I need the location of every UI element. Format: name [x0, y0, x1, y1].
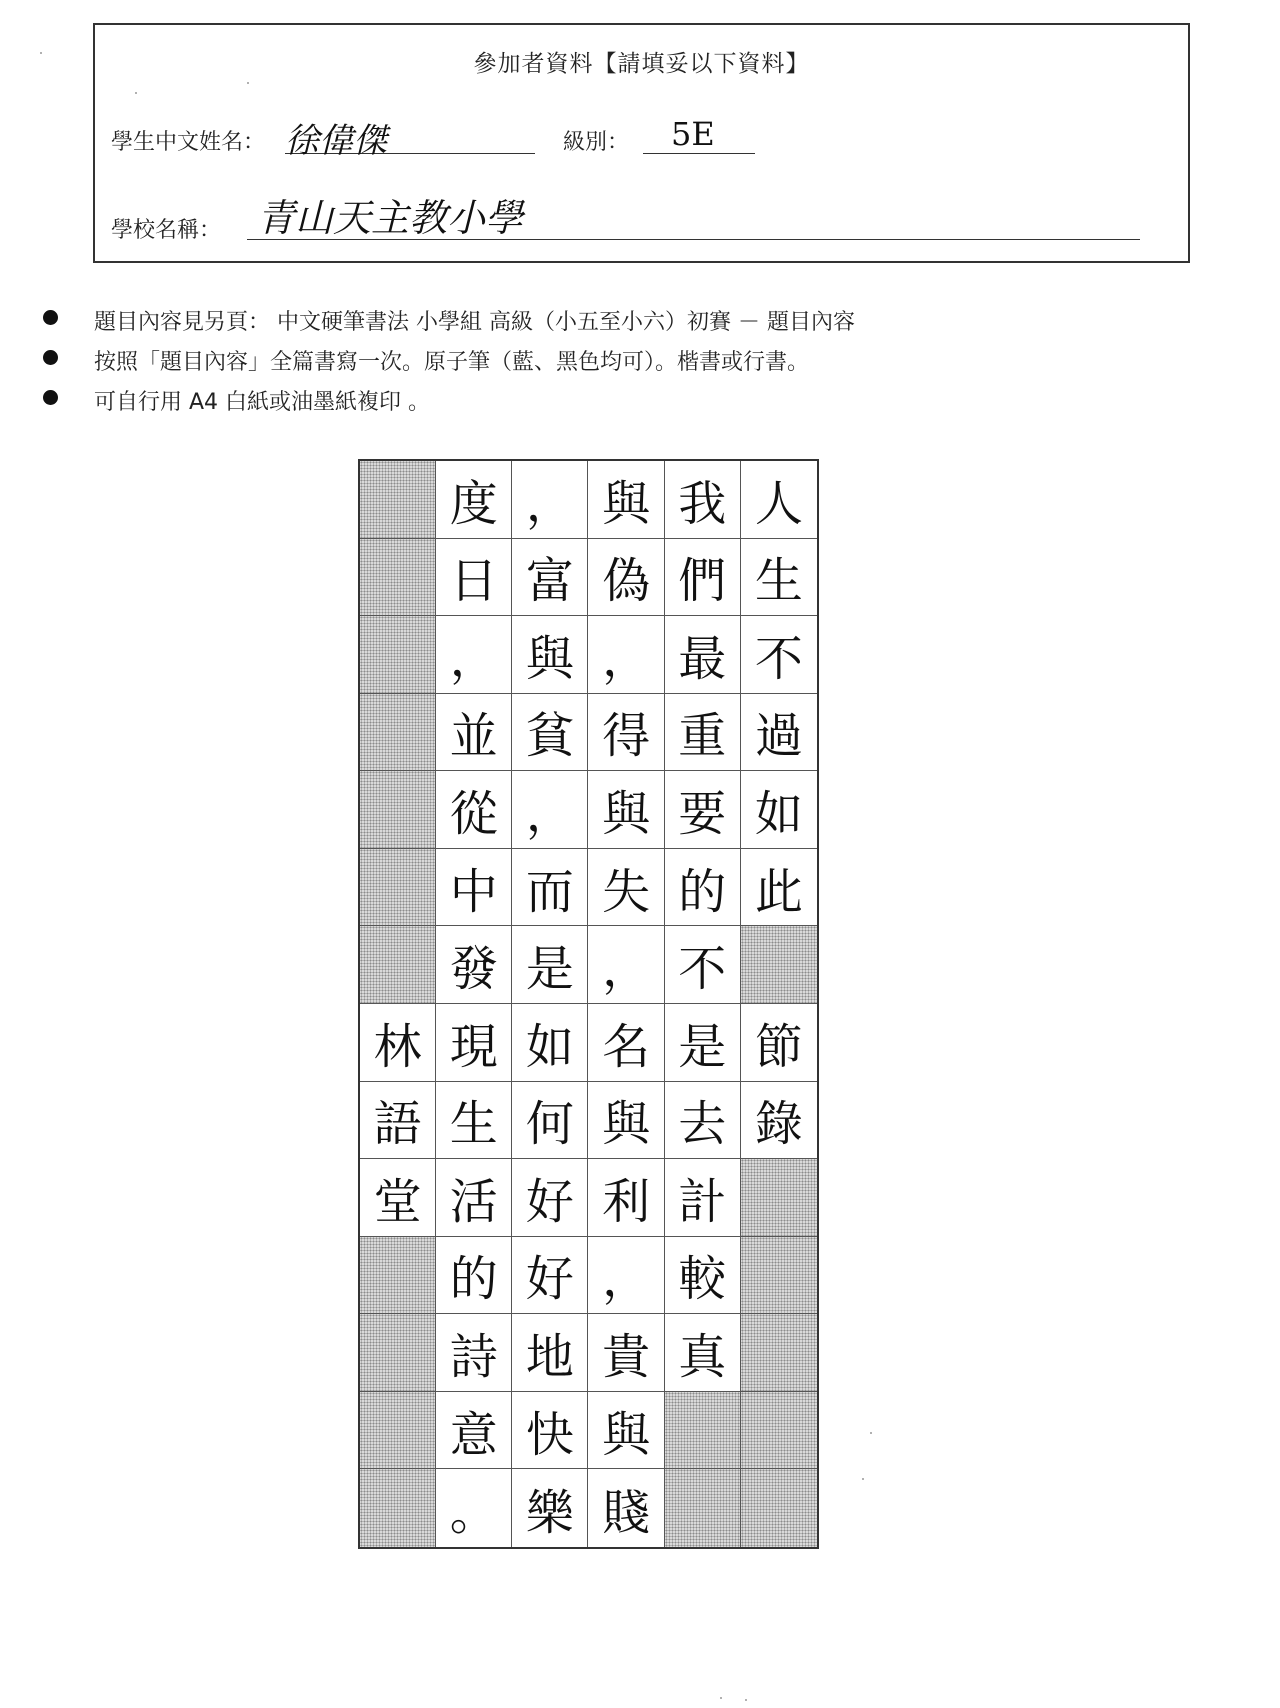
- grid-cell: 去: [665, 1082, 741, 1160]
- student-name-label: 學生中文姓名：: [111, 130, 266, 155]
- grid-cell: [665, 1392, 741, 1470]
- grid-cell: 貧: [512, 694, 588, 772]
- grid-cell: ，: [436, 616, 512, 694]
- grid-cell: ，: [512, 461, 588, 539]
- grid-cell: 要: [665, 771, 741, 849]
- grid-cell: 與: [588, 771, 664, 849]
- grid-cell: [360, 1469, 436, 1547]
- bullet-icon: [43, 350, 58, 365]
- bullet-icon: [43, 310, 58, 325]
- grid-cell: 人: [741, 461, 817, 539]
- grid-cell: 利: [588, 1159, 664, 1237]
- grid-cell: 意: [436, 1392, 512, 1470]
- grid-cell: [360, 694, 436, 772]
- grid-cell: 較: [665, 1237, 741, 1315]
- grid-cell: 失: [588, 849, 664, 927]
- grid-cell: 錄: [741, 1082, 817, 1160]
- grid-cell: [665, 1469, 741, 1547]
- grid-cell: 此: [741, 849, 817, 927]
- grid-cell: 不: [741, 616, 817, 694]
- grid-cell: 林: [360, 1004, 436, 1082]
- grid-cell: 發: [436, 926, 512, 1004]
- scan-speck: [247, 82, 249, 84]
- instruction-text: 題目內容見另頁： 中文硬筆書法 小學組 高級（小五至小六）初賽 － 題目內容: [94, 310, 855, 335]
- scan-speck: [862, 1478, 864, 1480]
- school-name-label: 學校名稱：: [111, 218, 222, 243]
- grid-cell: 從: [436, 771, 512, 849]
- grid-cell: 如: [512, 1004, 588, 1082]
- grid-cell: ，: [588, 1237, 664, 1315]
- grid-cell: 度: [436, 461, 512, 539]
- grid-cell: ，: [588, 616, 664, 694]
- grid-cell: [741, 1392, 817, 1470]
- grid-cell: 何: [512, 1082, 588, 1160]
- grid-cell: 與: [588, 1392, 664, 1470]
- school-name-value[interactable]: 青山天主教小學: [257, 196, 524, 240]
- grid-cell: 地: [512, 1314, 588, 1392]
- grid-cell: 賤: [588, 1469, 664, 1547]
- grid-cell: 活: [436, 1159, 512, 1237]
- grid-cell: 生: [436, 1082, 512, 1160]
- grid-cell: 是: [512, 926, 588, 1004]
- grid-cell: 節: [741, 1004, 817, 1082]
- scan-speck: [720, 1697, 722, 1699]
- scan-speck: [745, 1699, 747, 1701]
- scan-speck: [135, 92, 137, 94]
- class-value[interactable]: 5E: [671, 115, 715, 153]
- grid-cell: [741, 1314, 817, 1392]
- instruction-text: 按照「題目內容」全篇書寫一次。原子筆（藍、黑色均可）。楷書或行書。: [94, 350, 810, 375]
- grid-cell: 與: [512, 616, 588, 694]
- grid-cell: 與: [588, 1082, 664, 1160]
- grid-cell: [360, 771, 436, 849]
- scan-speck: [870, 1432, 872, 1434]
- grid-cell: 的: [665, 849, 741, 927]
- calligraphy-grid: [358, 459, 819, 1549]
- grid-cell: 計: [665, 1159, 741, 1237]
- grid-cell: [360, 1314, 436, 1392]
- grid-cell: 名: [588, 1004, 664, 1082]
- grid-cell: 們: [665, 539, 741, 617]
- grid-cell: 並: [436, 694, 512, 772]
- grid-cell: 語: [360, 1082, 436, 1160]
- grid-cell: 過: [741, 694, 817, 772]
- grid-cell: 而: [512, 849, 588, 927]
- grid-cell: 與: [588, 461, 664, 539]
- scan-speck: [40, 52, 42, 54]
- grid-cell: [741, 1469, 817, 1547]
- grid-cell: ，: [588, 926, 664, 1004]
- grid-cell: 詩: [436, 1314, 512, 1392]
- grid-cell: 生: [741, 539, 817, 617]
- participant-info-box: [93, 23, 1190, 263]
- grid-cell: 的: [436, 1237, 512, 1315]
- class-label: 級別：: [563, 130, 630, 155]
- grid-cell: [741, 1159, 817, 1237]
- grid-cell: 快: [512, 1392, 588, 1470]
- grid-cell: 富: [512, 539, 588, 617]
- instruction-text: 可自行用 A4 白紙或油墨紙複印 。: [94, 390, 431, 415]
- grid-cell: 日: [436, 539, 512, 617]
- grid-cell: 堂: [360, 1159, 436, 1237]
- grid-cell: [741, 926, 817, 1004]
- grid-cell: [360, 926, 436, 1004]
- grid-cell: 重: [665, 694, 741, 772]
- grid-cell: [741, 1237, 817, 1315]
- grid-cell: 最: [665, 616, 741, 694]
- grid-cell: [360, 1392, 436, 1470]
- grid-cell: 樂: [512, 1469, 588, 1547]
- grid-cell: 偽: [588, 539, 664, 617]
- grid-cell: 如: [741, 771, 817, 849]
- grid-cell: 我: [665, 461, 741, 539]
- student-name-value[interactable]: 徐偉傑: [285, 121, 387, 161]
- grid-cell: 好: [512, 1237, 588, 1315]
- grid-cell: [360, 616, 436, 694]
- grid-cell: 貴: [588, 1314, 664, 1392]
- grid-cell: 得: [588, 694, 664, 772]
- grid-cell: [360, 539, 436, 617]
- grid-cell: [360, 849, 436, 927]
- class-line: [643, 153, 755, 154]
- info-box-title: 參加者資料【請填妥以下資料】: [473, 51, 810, 77]
- grid-cell: 中: [436, 849, 512, 927]
- grid-cell: [360, 461, 436, 539]
- bullet-icon: [43, 390, 58, 405]
- grid-cell: 真: [665, 1314, 741, 1392]
- grid-cell: 。: [436, 1469, 512, 1547]
- grid-cell: 是: [665, 1004, 741, 1082]
- grid-cell: ，: [512, 771, 588, 849]
- grid-cell: [360, 1237, 436, 1315]
- grid-cell: 現: [436, 1004, 512, 1082]
- grid-cell: 好: [512, 1159, 588, 1237]
- grid-cell: 不: [665, 926, 741, 1004]
